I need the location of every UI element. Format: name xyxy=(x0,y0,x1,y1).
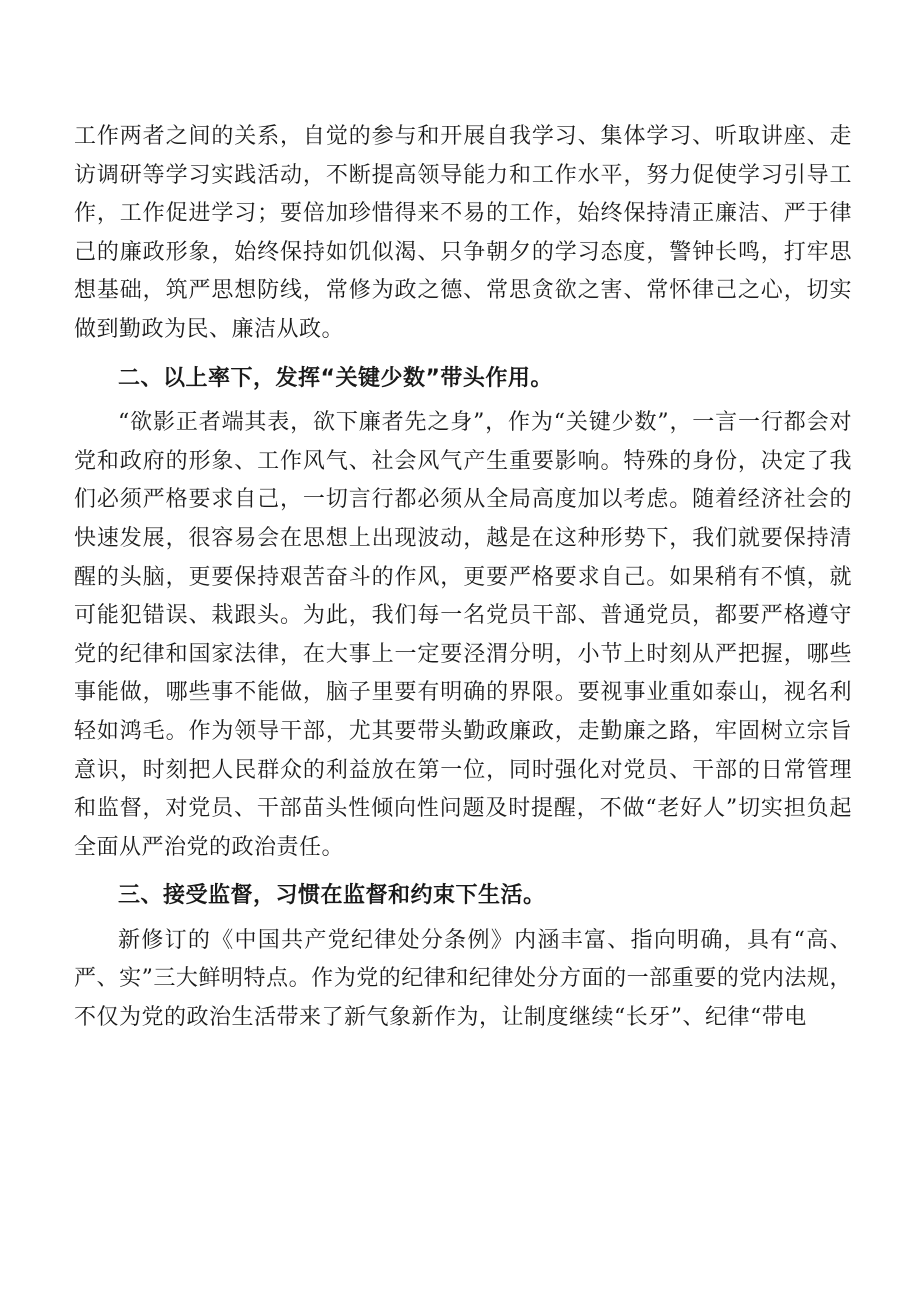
paragraph-section-2: “欲影正者端其表，欲下廉者先之身”，作为“关键少数”，一言一行都会对党和政府的形象、工作风气、社会风气产生重要影响。特殊的身份，决定了我们必须严格要求自己，一切言行都必须从全局高度加以考虑。随着经济社会的快速发展，很容易会在思想上出现波动，越是在这种形势下，我们就要保持清醒的头脑，更要保持艰苦奋斗的作风，更要严格要求自己。如果稍有不慎，就可能犯错误、栽跟头。为此，我们每一名党员干部、普通党员，都要严格遵守党的纪律和国家法律，在大事上一定要泾渭分明，小节上时刻从严把握，哪些事能做，哪些事不能做，脑子里要有明确的界限。要视事业重如泰山，视名利轻如鸿毛。作为领导干部，尤其要带头勤政廉政，走勤廉之路，牢固树立宗旨意识，时刻把人民群众的利益放在第一位，同时强化对党员、干部的日常管理和监督，对党员、干部苗头性倾向性问题及时提醒，不做“老好人”切实担负起全面从严治党的政治责任。 xyxy=(74,410,852,860)
document-page xyxy=(74,118,852,1038)
section-heading-3: 三、接受监督，习惯在监督和约束下生活。 xyxy=(118,883,546,909)
paragraph-section-3: 新修订的《中国共产党纪律处分条例》内涵丰富、指向明确，具有“高、严、实”三大鲜明特点。作为党的纪律和纪律处分方面的一部重要的党内法规，不仅为党的政治生活带来了新气象新作为，让制度继续“长牙”、纪律“带电 xyxy=(74,927,852,1031)
section-heading-2: 二、以上率下，发挥“关键少数”带头作用。 xyxy=(118,365,553,391)
paragraph-continued: 工作两者之间的关系，自觉的参与和开展自我学习、集体学习、听取讲座、走访调研等学习实践活动，不断提高领导能力和工作水平，努力促使学习引导工作，工作促进学习；要倍加珍惜得来不易的工作，始终保持清正廉洁、严于律己的廉政形象，始终保持如饥似渴、只争朝夕的学习态度，警钟长鸣，打牢思想基础，筑严思想防线，常修为政之德、常思贪欲之害、常怀律己之心，切实做到勤政为民、廉洁从政。 xyxy=(74,124,852,342)
